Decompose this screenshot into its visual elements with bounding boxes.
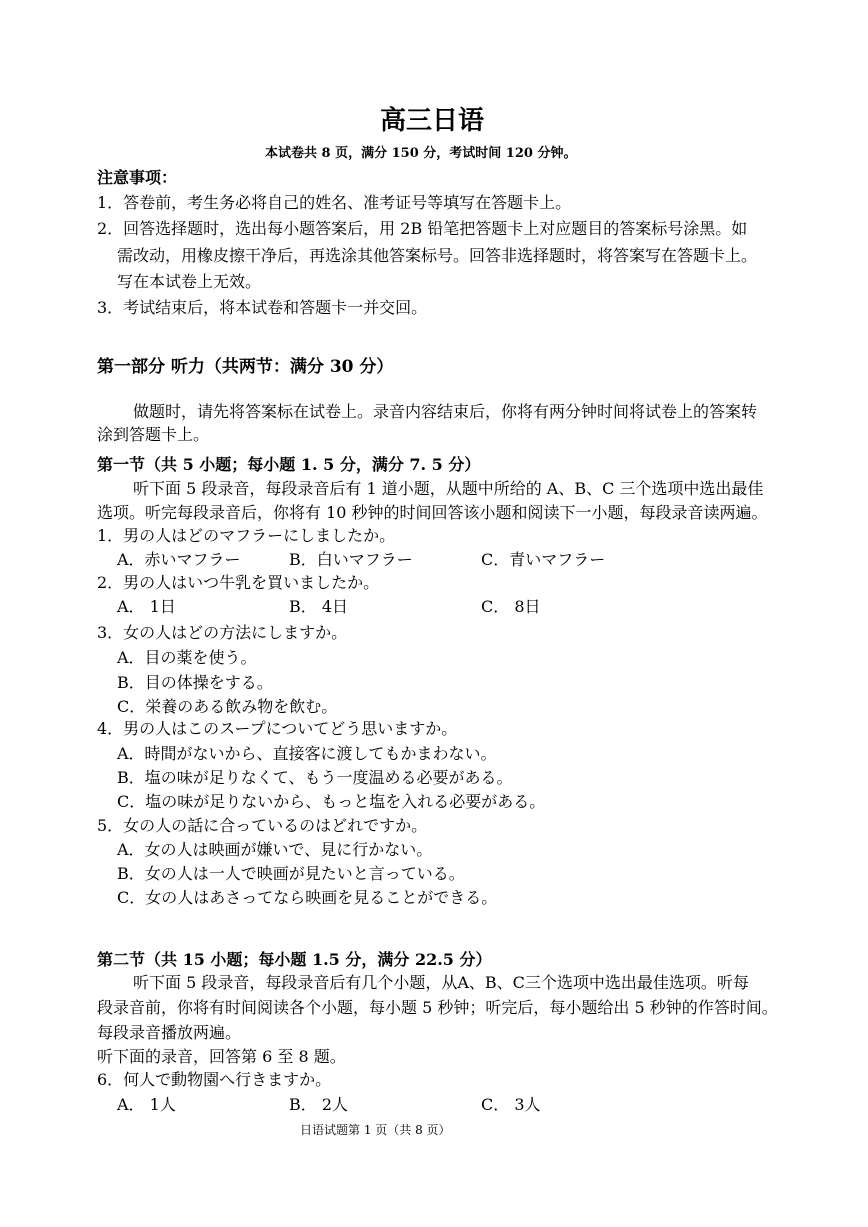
section1-heading: 第一节（共 5 小题；每小题 1. 5 分，满分 7. 5 分）: [97, 455, 481, 474]
page-footer: 日语试题第 1 页（共 8 页）: [300, 1123, 451, 1137]
option-c: C． 3人: [481, 1095, 541, 1114]
option-c: C．栄養のある飲み物を飲む。: [117, 697, 338, 716]
option-b: B．塩の味が足りなくて、もう一度温める必要がある。: [117, 768, 513, 787]
section2-intro: 听下面的录音，回答第 6 至 8 题。: [97, 1047, 346, 1066]
section2-heading: 第二节（共 15 小题；每小题 1.5 分，满分 22.5 分）: [97, 950, 492, 969]
page-subtitle: 本试卷共 8 页，满分 150 分，考试时间 120 分钟。: [265, 146, 577, 161]
option-a: A．女の人は映画が嫌いで、見に行かない。: [117, 840, 433, 859]
question-stem: 6．何人で動物園へ行きますか。: [97, 1070, 332, 1089]
question-stem: 2．男の人はいつ牛乳を買いましたか。: [97, 573, 380, 592]
question-stem: 5．女の人の話に合っているのはどれですか。: [97, 816, 428, 835]
question-stem: 1．男の人はどのマフラーにしましたか。: [97, 526, 396, 545]
notice-item: 3．考试结束后，将本试卷和答题卡一并交回。: [97, 298, 428, 317]
option-a: A． 1人: [117, 1095, 176, 1114]
section2-intro: 听下面 5 段录音，每段录音后有几个小题，从A、B、C三个选项中选出最佳选项。听每: [133, 973, 749, 992]
option-c: C． 8日: [481, 597, 541, 616]
question-stem: 3．女の人はどの方法にしますか。: [97, 623, 348, 642]
section2-intro: 段录音前，你将有时间阅读各个小题，每小题 5 秒钟；听完后，每小题给出 5 秒钟的作答时间。: [97, 998, 778, 1017]
option-a: A．目の薬を使う。: [117, 648, 257, 667]
option-c: C．青いマフラー: [481, 550, 606, 569]
page-title: 高三日语: [380, 106, 485, 136]
part1-intro: 做题时，请先将答案标在试卷上。录音内容结束后，你将有两分钟时间将试卷上的答案转: [133, 402, 758, 421]
notice-heading: 注意事项：: [97, 168, 178, 187]
section2-intro: 每段录音播放两遍。: [97, 1023, 242, 1042]
notice-item: 需改动，用橡皮擦干净后，再选涂其他答案标号。回答非选择题时，将答案写在答题卡上。: [117, 246, 758, 265]
section1-intro: 选项。听完每段录音后，你将有 10 秒钟的时间回答该小题和阅读下一小题，每段录音读两遍。: [97, 503, 768, 522]
option-b: B． 4日: [289, 597, 349, 616]
option-a: A．赤いマフラー: [117, 550, 241, 569]
option-b: B． 2人: [289, 1095, 349, 1114]
section1-intro: 听下面 5 段录音，每段录音后有 1 道小题，从题中所给的 A、B、C 三个选项中选出最佳: [133, 479, 764, 498]
part1-heading: 第一部分 听力（共两节：满分 30 分）: [97, 357, 394, 377]
option-b: B．目の体操をする。: [117, 673, 273, 692]
notice-item: 1．答卷前，考生务必将自己的姓名、准考证号等填写在答题卡上。: [97, 193, 572, 212]
option-b: B．女の人は一人で映画が見たいと言っている。: [117, 864, 465, 883]
option-c: C．塩の味が足りないから、もっと塩を入れる必要がある。: [117, 792, 546, 811]
option-a: A．時間がないから、直接客に渡してもかまわない。: [117, 744, 497, 763]
option-b: B．白いマフラー: [289, 550, 413, 569]
notice-item: 写在本试卷上无效。: [117, 272, 262, 291]
option-a: A． 1日: [117, 597, 176, 616]
question-stem: 4．男の人はこのスープについてどう思いますか。: [97, 719, 458, 738]
option-c: C．女の人はあさってなら映画を見ることができる。: [117, 888, 498, 907]
notice-item: 2．回答选择题时，选出每小题答案后，用 2B 铅笔把答题卡上对应题目的答案标号涂黑。如: [97, 219, 748, 238]
part1-intro: 涂到答题卡上。: [97, 425, 210, 444]
